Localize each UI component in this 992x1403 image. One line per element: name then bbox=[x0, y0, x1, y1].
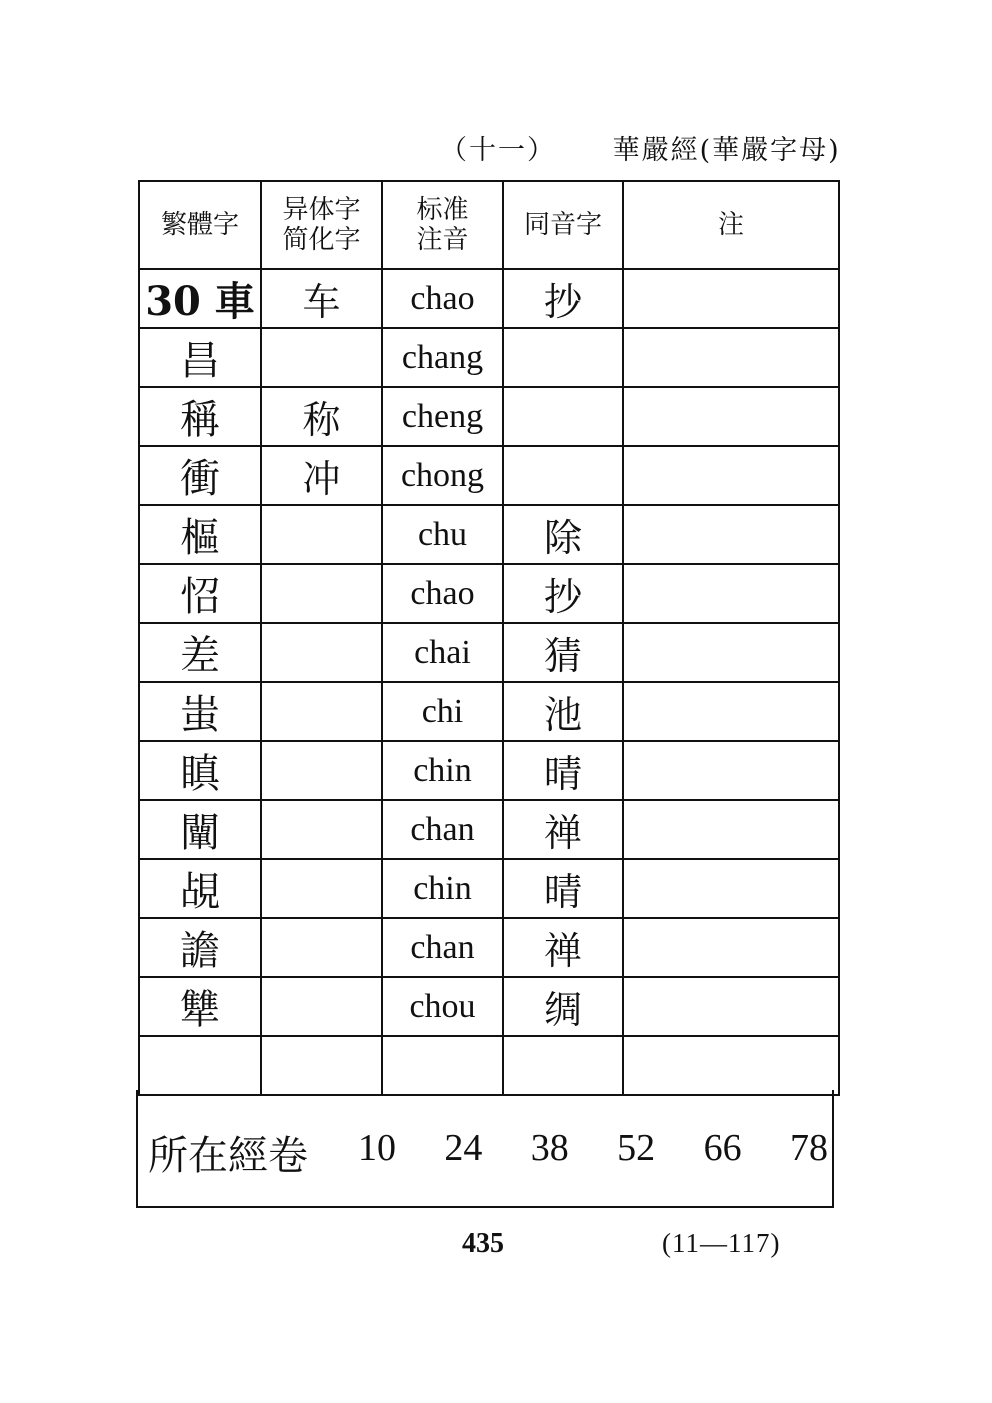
col-header-homophone: 同音字 bbox=[503, 181, 623, 269]
cell-pinyin: chao bbox=[382, 269, 503, 328]
cell-variant: 冲 bbox=[261, 446, 382, 505]
cell-traditional: 30 車 bbox=[139, 269, 261, 328]
cell-variant bbox=[261, 1036, 382, 1095]
cell-variant bbox=[261, 741, 382, 800]
table-row bbox=[139, 446, 839, 505]
page-title: 華嚴經(華嚴字母) bbox=[612, 135, 841, 166]
cell-homophone: 晴 bbox=[503, 859, 623, 918]
cell-note bbox=[623, 741, 839, 800]
table-header-row bbox=[139, 181, 839, 269]
cell-pinyin: chin bbox=[382, 859, 503, 918]
volume-number: 38 bbox=[530, 1127, 569, 1169]
cell-pinyin bbox=[382, 1036, 503, 1095]
page-header bbox=[440, 128, 841, 167]
table-row bbox=[139, 918, 839, 977]
cell-homophone: 禅 bbox=[503, 918, 623, 977]
cell-traditional: 衝 bbox=[139, 446, 261, 505]
cell-variant bbox=[261, 328, 382, 387]
cell-variant bbox=[261, 918, 382, 977]
table-row bbox=[139, 564, 839, 623]
cell-pinyin: cheng bbox=[382, 387, 503, 446]
table-row bbox=[139, 800, 839, 859]
cell-note bbox=[623, 446, 839, 505]
col-header-variant: 异体字 简化字 bbox=[261, 181, 382, 269]
cell-pinyin: chou bbox=[382, 977, 503, 1036]
table-row bbox=[139, 269, 839, 328]
cell-note bbox=[623, 682, 839, 741]
table-row bbox=[139, 623, 839, 682]
volume-number: 24 bbox=[444, 1127, 483, 1169]
table-row bbox=[139, 859, 839, 918]
cell-traditional: 闡 bbox=[139, 800, 261, 859]
page-number: 435 bbox=[462, 1228, 504, 1259]
cell-note bbox=[623, 387, 839, 446]
col-header-note: 注 bbox=[623, 181, 839, 269]
cell-note bbox=[623, 859, 839, 918]
cell-homophone bbox=[503, 387, 623, 446]
cell-pinyin: chu bbox=[382, 505, 503, 564]
cell-variant bbox=[261, 682, 382, 741]
cell-traditional: 瞋 bbox=[139, 741, 261, 800]
cell-homophone: 池 bbox=[503, 682, 623, 741]
volume-number: 66 bbox=[703, 1127, 742, 1169]
table-row bbox=[139, 505, 839, 564]
cell-note bbox=[623, 564, 839, 623]
cell-variant: 车 bbox=[261, 269, 382, 328]
cell-homophone: 除 bbox=[503, 505, 623, 564]
cell-variant bbox=[261, 977, 382, 1036]
col-header-traditional: 繁體字 bbox=[139, 181, 261, 269]
table-row bbox=[139, 682, 839, 741]
cell-variant bbox=[261, 800, 382, 859]
cell-pinyin: chin bbox=[382, 741, 503, 800]
cell-traditional: 覘 bbox=[139, 859, 261, 918]
cell-traditional: 怊 bbox=[139, 564, 261, 623]
volume-number: 78 bbox=[789, 1127, 828, 1169]
cell-traditional: 差 bbox=[139, 623, 261, 682]
cell-pinyin: chi bbox=[382, 682, 503, 741]
cell-note bbox=[623, 918, 839, 977]
cell-pinyin: chan bbox=[382, 918, 503, 977]
cell-traditional: 譫 bbox=[139, 918, 261, 977]
cell-homophone bbox=[503, 1036, 623, 1095]
cell-pinyin: chao bbox=[382, 564, 503, 623]
cell-traditional: 樞 bbox=[139, 505, 261, 564]
cell-note bbox=[623, 977, 839, 1036]
cell-homophone: 晴 bbox=[503, 741, 623, 800]
cell-note bbox=[623, 505, 839, 564]
cell-homophone: 抄 bbox=[503, 564, 623, 623]
cell-note bbox=[623, 269, 839, 328]
cell-note bbox=[623, 328, 839, 387]
cell-traditional: 犨 bbox=[139, 977, 261, 1036]
cell-note bbox=[623, 800, 839, 859]
cell-traditional: 蚩 bbox=[139, 682, 261, 741]
cell-pinyin: chang bbox=[382, 328, 503, 387]
volume-list bbox=[358, 1126, 828, 1170]
volume-number: 10 bbox=[358, 1127, 396, 1169]
cell-homophone: 猜 bbox=[503, 623, 623, 682]
cell-homophone bbox=[503, 446, 623, 505]
cell-note bbox=[623, 623, 839, 682]
cell-homophone: 禅 bbox=[503, 800, 623, 859]
table-row bbox=[139, 741, 839, 800]
cell-pinyin: chan bbox=[382, 800, 503, 859]
cell-homophone bbox=[503, 328, 623, 387]
cell-homophone: 抄 bbox=[503, 269, 623, 328]
cell-traditional: 昌 bbox=[139, 328, 261, 387]
cell-variant bbox=[261, 564, 382, 623]
table-row bbox=[139, 977, 839, 1036]
table-row bbox=[139, 387, 839, 446]
table-row bbox=[139, 328, 839, 387]
cell-variant bbox=[261, 859, 382, 918]
volume-number: 52 bbox=[617, 1127, 656, 1169]
table-row bbox=[139, 1036, 839, 1095]
cell-variant bbox=[261, 505, 382, 564]
col-header-pinyin: 标准 注音 bbox=[382, 181, 503, 269]
volume-row bbox=[136, 1090, 834, 1208]
character-table bbox=[138, 180, 840, 1096]
section-number: （十一） bbox=[440, 135, 556, 166]
cell-variant bbox=[261, 623, 382, 682]
volume-label: 所在經卷 bbox=[148, 1133, 308, 1179]
cell-traditional: 稱 bbox=[139, 387, 261, 446]
cell-pinyin: chong bbox=[382, 446, 503, 505]
cell-homophone: 绸 bbox=[503, 977, 623, 1036]
cell-variant: 称 bbox=[261, 387, 382, 446]
cell-note bbox=[623, 1036, 839, 1095]
page-reference: (11—117) bbox=[662, 1228, 781, 1258]
cell-traditional bbox=[139, 1036, 261, 1095]
cell-pinyin: chai bbox=[382, 623, 503, 682]
